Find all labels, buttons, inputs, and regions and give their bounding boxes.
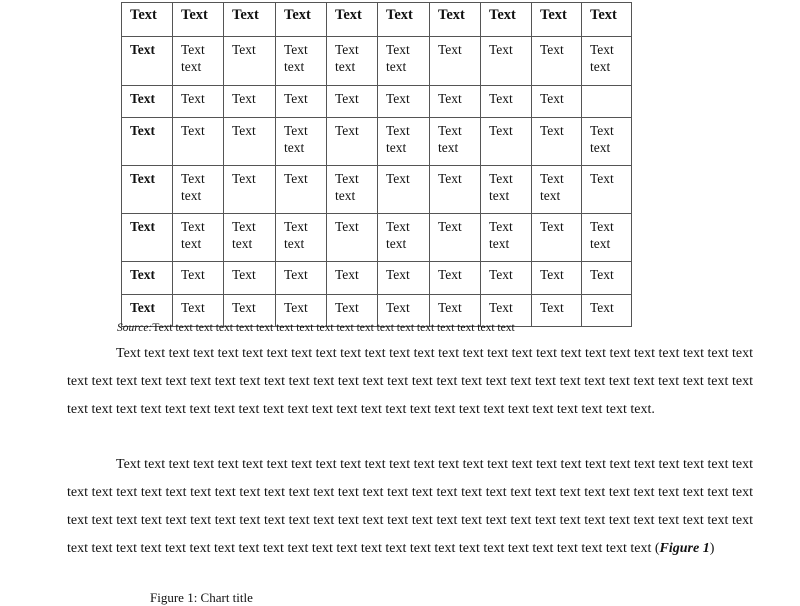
figure-ref-close: ): [709, 541, 715, 556]
table-cell: Text: [532, 262, 582, 295]
table-cell: Text: [481, 86, 532, 118]
table-cell: Text: [224, 37, 276, 86]
table-cell: Text text: [173, 214, 224, 262]
table-row-header-cell: Text: [122, 118, 173, 166]
table-cell: Text text: [481, 214, 532, 262]
table-cell: Text: [173, 118, 224, 166]
table-cell: Text text: [276, 118, 327, 166]
table-cell: Text: [481, 37, 532, 86]
table-row: [122, 262, 632, 295]
table-cell: Text: [582, 295, 632, 327]
table-cell: Text text: [276, 214, 327, 262]
table-row-header-cell: Text: [122, 214, 173, 262]
data-table: [121, 2, 632, 327]
table-cell: [582, 86, 632, 118]
table-cell: Text text: [327, 37, 378, 86]
table-row: [122, 166, 632, 214]
table-header-cell: Text: [122, 3, 173, 37]
table-row-header-cell: Text: [122, 295, 173, 327]
table-cell: Text text: [378, 214, 430, 262]
table-cell: Text: [532, 86, 582, 118]
body-paragraph-1: Text text text text text text text text text text text text text text text text text text text text text text text text text text text text text text text text text text text text text text text text text text text text text text text text text text text text text text text text text text text text text text text text text text text text text text text text text text text text text text.: [67, 346, 754, 417]
table-header-cell: Text: [532, 3, 582, 37]
table-row: [122, 86, 632, 118]
table-cell: Text: [224, 118, 276, 166]
table-cell: Text: [173, 262, 224, 295]
table-cell: Text text: [173, 166, 224, 214]
table-cell: Text: [327, 214, 378, 262]
table-cell: Text: [378, 86, 430, 118]
table-cell: Text text: [582, 37, 632, 86]
table-cell: Text: [582, 166, 632, 214]
table-cell: Text: [276, 86, 327, 118]
table-cell: Text: [532, 37, 582, 86]
table-cell: Text: [378, 166, 430, 214]
table-cell: Text: [224, 166, 276, 214]
table-cell: Text text: [582, 214, 632, 262]
table-cell: Text: [327, 118, 378, 166]
table-row: [122, 214, 632, 262]
table-cell: Text: [532, 214, 582, 262]
table-header-row: [122, 3, 632, 37]
table-header-cell: Text: [430, 3, 481, 37]
table-row-header-cell: Text: [122, 86, 173, 118]
table-cell: Text text: [582, 118, 632, 166]
source-label: Source:: [117, 322, 153, 334]
table-cell: Text: [430, 37, 481, 86]
figure-caption: Figure 1: Chart title: [150, 590, 253, 605]
figure-ref-open: (: [654, 541, 660, 556]
table-row-header-cell: Text: [122, 37, 173, 86]
table-row: [122, 118, 632, 166]
table-cell: Text text: [327, 166, 378, 214]
table-cell: Text: [532, 118, 582, 166]
table-cell: Text: [481, 262, 532, 295]
table-cell: Text: [327, 86, 378, 118]
table-cell: Text: [276, 262, 327, 295]
table-cell: Text: [173, 86, 224, 118]
table-cell: Text: [430, 166, 481, 214]
table-cell: Text text: [378, 118, 430, 166]
table-cell: Text: [276, 166, 327, 214]
table-cell: Text: [481, 295, 532, 327]
table-cell: Text text: [276, 37, 327, 86]
table-cell: Text: [582, 262, 632, 295]
source-text: Text text text text text text text text text text text text text text text text text text: [152, 322, 515, 334]
table-header-cell: Text: [173, 3, 224, 37]
table-cell: Text: [173, 295, 224, 327]
table-cell: Text: [276, 295, 327, 327]
table-header-cell: Text: [481, 3, 532, 37]
table-cell: Text text: [430, 118, 481, 166]
table-row: [122, 37, 632, 86]
table-header-cell: Text: [327, 3, 378, 37]
body-paragraph-2: [67, 451, 753, 563]
table-cell: Text: [378, 295, 430, 327]
table-cell: Text: [430, 295, 481, 327]
table-cell: Text: [430, 86, 481, 118]
table-cell: Text: [327, 262, 378, 295]
table-source-note: [117, 322, 515, 334]
table-row-header-cell: Text: [122, 166, 173, 214]
table-cell: Text: [532, 295, 582, 327]
table-row-header-cell: Text: [122, 262, 173, 295]
table-cell: Text: [224, 262, 276, 295]
table-cell: Text: [430, 214, 481, 262]
table-cell: Text text: [224, 214, 276, 262]
table-cell: Text text: [532, 166, 582, 214]
table-cell: Text: [327, 295, 378, 327]
table-cell: Text: [224, 86, 276, 118]
table-header-cell: Text: [276, 3, 327, 37]
paragraph-2-text: Text text text text text text text text text text text text text text text text text text text text text text text text text text text text text text text text text text text text text text text text text text text text text text text text text text text text text text text text text text text text text text text text text text text text text text text text text text text text text text text text text text text text text text text text text text text text text text text text text text text text text text text text text text: [67, 457, 754, 556]
table-cell: Text: [481, 118, 532, 166]
table-cell: Text text: [378, 37, 430, 86]
table-header-cell: Text: [224, 3, 276, 37]
table-cell: Text: [378, 262, 430, 295]
table-cell: Text: [224, 295, 276, 327]
table-cell: Text text: [173, 37, 224, 86]
table-cell: Text text: [481, 166, 532, 214]
table-cell: Text: [430, 262, 481, 295]
table-header-cell: Text: [378, 3, 430, 37]
table-header-cell: Text: [582, 3, 632, 37]
figure-reference: Figure 1: [659, 541, 710, 556]
